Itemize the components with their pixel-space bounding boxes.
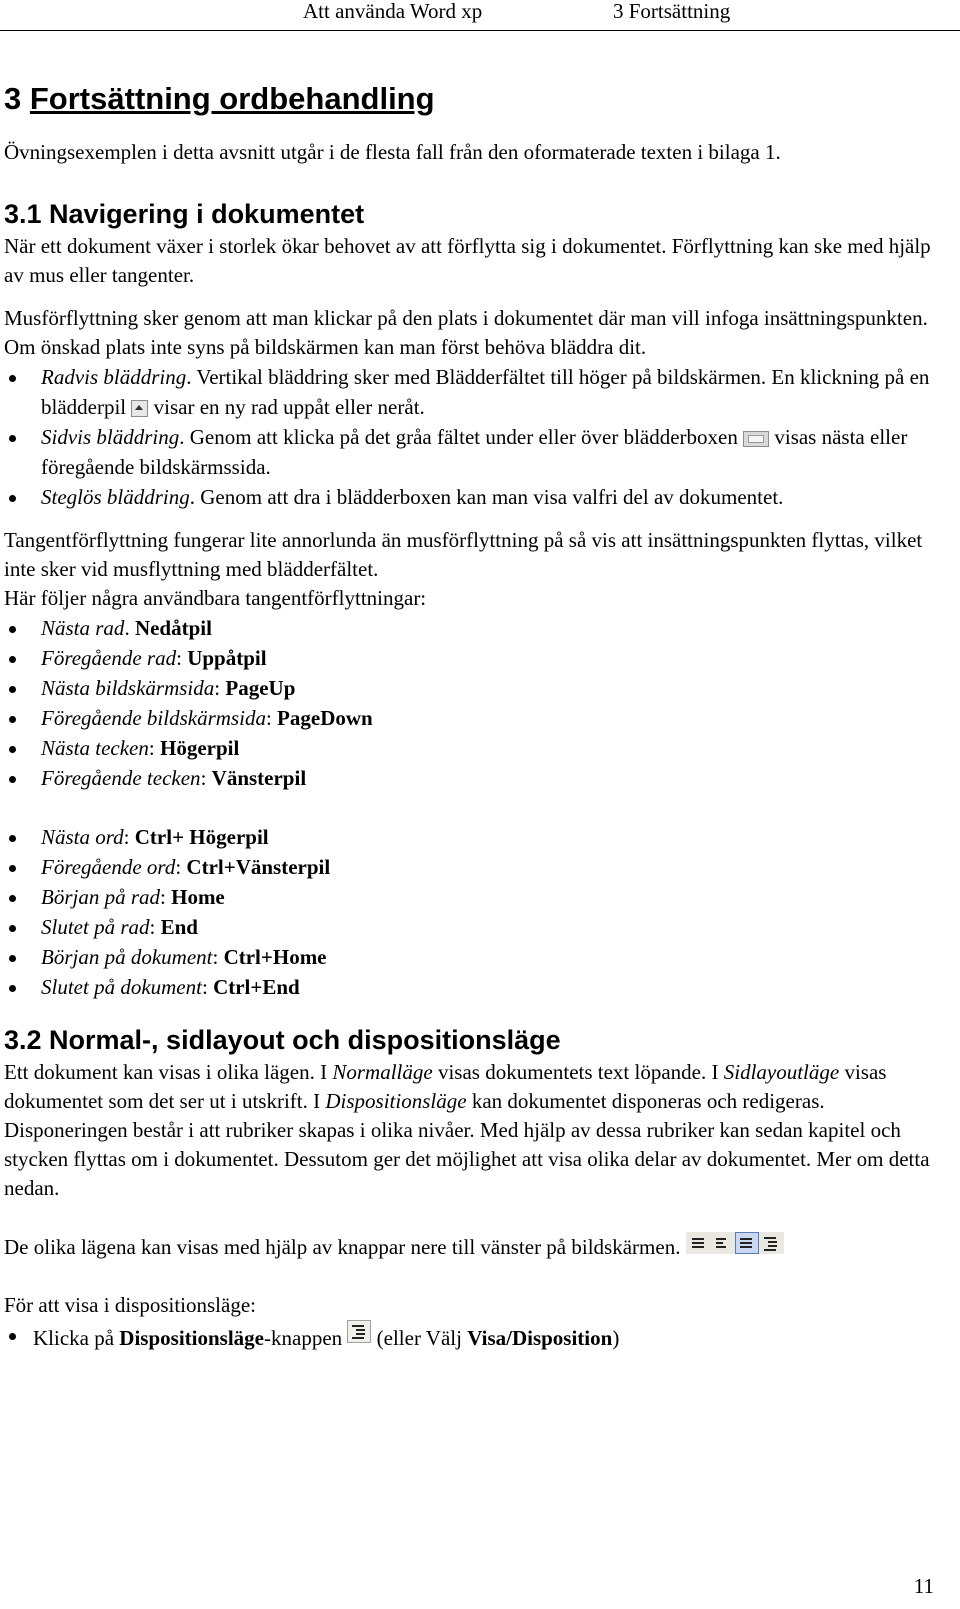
section-3-2-heading: 3.2 Normal-, sidlayout och dispositionsläge [4, 1025, 561, 1055]
outline-view-icon[interactable] [760, 1233, 782, 1253]
list-item: Slutet på rad: End [4, 912, 940, 942]
list-item: Sidvis bläddring. Genom att klicka på det gråa fältet under eller över blädderboxen visas nästa eller föregående bildskärmssida. [4, 422, 940, 482]
section-3-title: Fortsättning ordbehandling [29, 81, 435, 116]
header-left: Att använda Word xp [303, 0, 483, 23]
navigation-paragraph-2: Musförflyttning sker genom att man klickar på den plats i dokumentet där man vill infoga insättningspunkten. Om önskad plats inte syns på bildskärmen kan man först behöva bläddra dit. [4, 306, 928, 359]
header-right: 3 Fortsättning [613, 0, 731, 23]
print-layout-view-icon[interactable] [736, 1233, 758, 1253]
key-list-2 [4, 822, 940, 1002]
normal-view-icon[interactable] [688, 1233, 710, 1253]
list-item: Nästa ord: Ctrl+ Högerpil [4, 822, 940, 852]
page-header [0, 0, 960, 31]
list-item: Föregående ord: Ctrl+Vänsterpil [4, 852, 940, 882]
list-item: Radvis bläddring. Vertikal bläddring sker med Blädderfältet till höger på bildskärmen. En klickning på en blädderpil visar en ny rad uppåt eller neråt. [4, 362, 940, 422]
list-item: Föregående bildskärmsida: PageDown [4, 703, 940, 733]
page-content [4, 78, 940, 1353]
keyboard-paragraph: Tangentförflyttning fungerar lite annorlunda än musförflyttning på så vis att insättningspunkten flyttas, vilket inte sker vid musflyttning med blädderfältet. [4, 528, 923, 581]
scroll-box-icon [743, 431, 769, 447]
list-item: Början på dokument: Ctrl+Home [4, 942, 940, 972]
list-item: Slutet på dokument: Ctrl+End [4, 972, 940, 1002]
key-list-1 [4, 613, 940, 793]
keyboard-intro: Här följer några användbara tangentförflyttningar: [4, 586, 427, 610]
view-buttons-paragraph: De olika lägena kan visas med hjälp av knappar nere till vänster på bildskärmen. [4, 1232, 940, 1262]
list-item: Klicka på Dispositionsläge-knappen (eller Välj Visa/Disposition) [4, 1320, 940, 1353]
scroll-arrow-icon [131, 400, 148, 417]
list-item: Nästa rad. Nedåtpil [4, 613, 940, 643]
navigation-paragraph-1: När ett dokument växer i storlek ökar behovet av att förflytta sig i dokumentet. Förflyttning kan ske med hjälp av mus eller tangenter. [4, 234, 931, 287]
views-paragraph: Ett dokument kan visas i olika lägen. I Normalläge visas dokumentets text löpande. I Sidlayoutläge visas dokumentet som det ser ut i utskrift. I Dispositionsläge kan dokumentet disponeras och redigeras. Disponeringen består i att rubriker skapas i olika nivåer. Med hjälp av dessa rubriker kan sedan kapitel och stycken flyttas om i dokumentet. Dessutom ger det möjlighet att visa olika delar av dokumentet. Mer om detta nedan. [4, 1060, 930, 1200]
list-item: Föregående tecken: Vänsterpil [4, 763, 940, 793]
web-layout-view-icon[interactable] [712, 1233, 734, 1253]
list-item: Början på rad: Home [4, 882, 940, 912]
list-item: Steglös bläddring. Genom att dra i blädderboxen kan man visa valfri del av dokumentet. [4, 482, 940, 512]
section-3-heading [4, 78, 940, 120]
section-3-number: 3 [4, 81, 22, 116]
page-number: 11 [913, 1574, 934, 1598]
list-item: Nästa tecken: Högerpil [4, 733, 940, 763]
list-item: Föregående rad: Uppåtpil [4, 643, 940, 673]
outline-steps [4, 1320, 940, 1353]
list-item: Nästa bildskärmsida: PageUp [4, 673, 940, 703]
mouse-navigation-list [4, 362, 940, 512]
outline-view-icon[interactable] [347, 1320, 371, 1343]
section-3-intro: Övningsexemplen i detta avsnitt utgår i de flesta fall från den oformaterade texten i bilaga 1. [4, 140, 781, 164]
view-buttons-group [686, 1232, 784, 1254]
section-3-1-heading: 3.1 Navigering i dokumentet [4, 199, 365, 229]
outline-intro: För att visa i dispositionsläge: [4, 1293, 256, 1317]
